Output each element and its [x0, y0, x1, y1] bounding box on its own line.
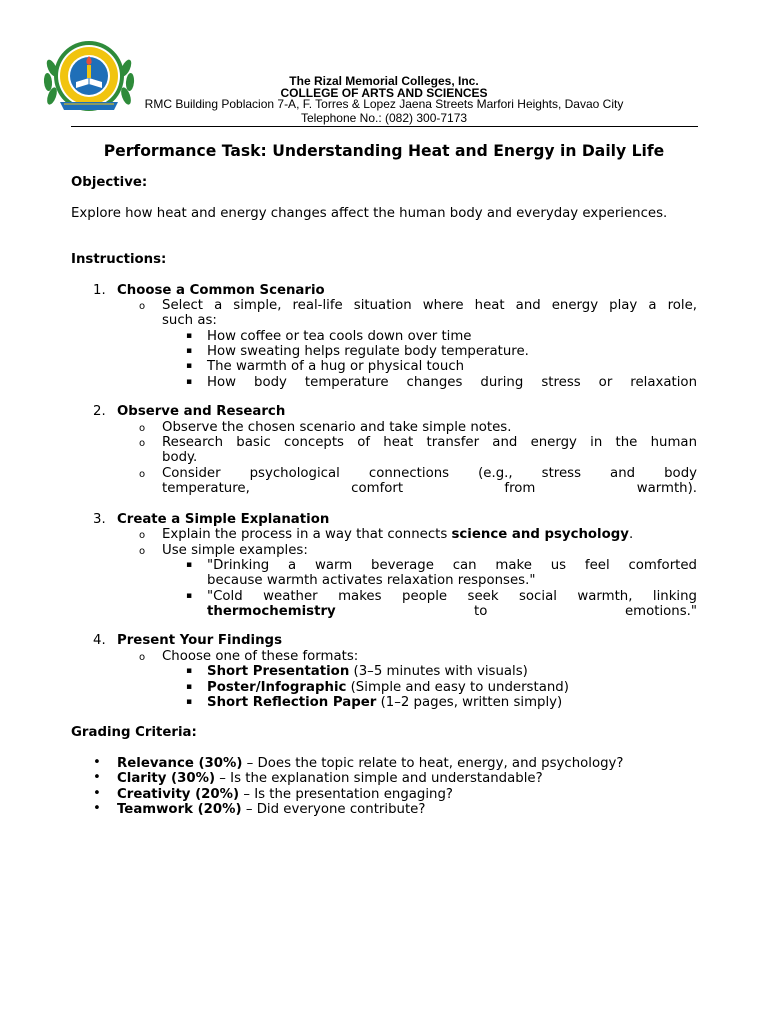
item-text: Observe the chosen scenario and take simple notes. [162, 420, 512, 435]
bullet-square-icon: ▪ [186, 346, 193, 356]
bullet-circle-icon: o [139, 301, 146, 312]
step-number: 3. [93, 512, 106, 527]
step-number: 1. [93, 283, 106, 298]
step-label: Choose a Common Scenario [117, 283, 325, 298]
bullet-dot-icon: • [93, 770, 101, 785]
item-text: such as: [162, 313, 217, 328]
bullet-circle-icon: o [139, 469, 146, 480]
bullet-square-icon: ▪ [186, 560, 193, 570]
item-text: The warmth of a hug or physical touch [207, 359, 465, 374]
item-text: "Drinking a warm beverage can make us feel comforted [207, 558, 697, 573]
bullet-square-icon: ▪ [186, 361, 193, 371]
item-text: How coffee or tea cools down over time [207, 329, 472, 344]
bullet-square-icon: ▪ [186, 682, 193, 692]
item-text: temperature, comfort from warmth). [162, 481, 697, 496]
item-text: Short Presentation (3–5 minutes with visuals) [207, 664, 528, 679]
step-number: 2. [93, 404, 106, 419]
college-name: COLLEGE OF ARTS AND SCIENCES [280, 86, 488, 100]
bullet-dot-icon: • [93, 755, 101, 770]
step-label: Present Your Findings [117, 633, 282, 648]
bullet-square-icon: ▪ [186, 591, 193, 601]
bullet-circle-icon: o [139, 652, 146, 663]
bullet-circle-icon: o [139, 438, 146, 449]
bullet-square-icon: ▪ [186, 666, 193, 676]
item-text: Select a simple, real-life situation where heat and energy play a role, [162, 298, 697, 313]
item-text: Choose one of these formats: [162, 649, 359, 664]
item-text: Research basic concepts of heat transfer and energy in the human [162, 435, 697, 450]
grading-heading: Grading Criteria: [71, 725, 197, 740]
item-text: Short Reflection Paper (1–2 pages, written simply) [207, 695, 563, 710]
item-text: body. [162, 450, 198, 465]
bullet-circle-icon: o [139, 530, 146, 541]
institution-name: The Rizal Memorial Colleges, Inc. [289, 74, 479, 88]
item-text: Consider psychological connections (e.g., stress and body [162, 466, 697, 481]
item-text: How sweating helps regulate body temperature. [207, 344, 529, 359]
address: RMC Building Poblacion 7-A, F. Torres & Lopez Jaena Streets Marfori Heights, Davao City [144, 97, 624, 111]
bullet-square-icon: ▪ [186, 697, 193, 707]
step-label: Observe and Research [117, 404, 286, 419]
item-text: Use simple examples: [162, 543, 308, 558]
telephone: Telephone No.: (082) 300-7173 [300, 111, 468, 125]
item-text: Poster/Infographic (Simple and easy to understand) [207, 680, 569, 695]
bullet-square-icon: ▪ [186, 377, 193, 387]
step-number: 4. [93, 633, 106, 648]
objective-heading: Objective: [71, 175, 148, 190]
item-text: "Cold weather makes people seek social warmth, linking [207, 589, 697, 604]
header-divider [71, 126, 698, 127]
bullet-square-icon: ▪ [186, 331, 193, 341]
page-title: Performance Task: Understanding Heat and Energy in Daily Life [103, 142, 665, 160]
step-label: Create a Simple Explanation [117, 512, 330, 527]
bullet-dot-icon: • [93, 801, 101, 816]
item-text: thermochemistry to emotions." [207, 604, 697, 619]
bullet-circle-icon: o [139, 546, 146, 557]
objective-text: Explore how heat and energy changes affect the human body and everyday experiences. [71, 206, 668, 221]
bullet-circle-icon: o [139, 423, 146, 434]
item-text: because warmth activates relaxation responses." [207, 573, 536, 588]
document-page: The Rizal Memorial Colleges, Inc. COLLEGE OF ARTS AND SCIENCES RMC Building Poblacion 7-A, F. Torres & Lopez Jaena Streets Marfori Heights, Davao City Telephone No.: (082) 300-7173 Performance Task: Understanding Heat and Energy in Daily Life Objective: Explore how heat and energy changes affect the human body and everyday experiences. Instructions: 1. Choose a Common Scenario o Select a simple, real-life situation where heat and energy play a role, such as: ▪ How coffee or tea cools down over time ▪ How sweating helps regulate body temperature. ▪ The warmth of a hug or physical touch ▪ How body temperature changes during stress or relaxation 2. Observe and Research o Observe the chosen scenario and take simple notes. o Research basic concepts of heat transfer and energy in the human body. o Consider psychological connections (e.g., stress and body temperature, comfort from warmth). 3. Create a Simple Explanation o Explain the process in a way that connects science and psychology. o Use simple examples: ▪ "Drinking a warm beverage can make us feel comforted because warmth activates relaxation responses." ▪ "Cold weather makes people seek social warmth, linking thermochemistry to emotions." 4. Present Your Findings o Choose one of these formats: ▪ Short Presentation (3–5 minutes with visuals) ▪ Poster/Infographic (Simple and easy to understand) ▪ Short Reflection Paper (1–2 pages, written simply) Grading Criteria: • Relevance (30%) – Does the topic relate to heat, energy, and psychology? • Clarity (30%) – Is the explanation simple and understandable? • Creativity (20%) – Is the presentation engaging? • Teamwork (20%) – Did everyone contribute? [0, 0, 768, 1024]
bullet-dot-icon: • [93, 786, 101, 801]
item-text: Explain the process in a way that connects science and psychology. [162, 527, 634, 542]
item-text: How body temperature changes during stress or relaxation [207, 375, 697, 390]
instructions-heading: Instructions: [71, 252, 167, 267]
